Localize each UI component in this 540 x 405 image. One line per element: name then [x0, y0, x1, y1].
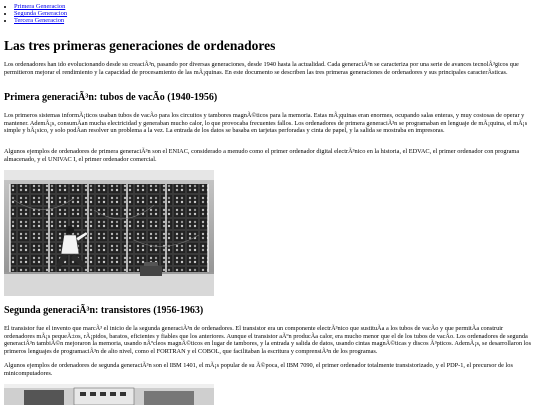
nav-link-primera[interactable]: Primera Generacion: [14, 3, 66, 10]
nav-link-tercera[interactable]: Tercera Generacion: [14, 17, 65, 25]
nav-item-tercera: [14, 17, 67, 24]
nav-item-primera: [14, 3, 67, 10]
ibm-photo: [4, 384, 214, 405]
gen2-paragraph-1: El transistor fue el invento que marcÃ³ el inicio de la segunda generaciÃ³n de ordenadores. El transistor era un componente electrÃ³nico que sustituÃa a los tubos de vacÃo y que permitÃa construir ordenadores mÃ¡s pequeÃ±os, rÃ¡pidos, baratos, eficientes y fiables que los anteriores. Aunque el transistor aÃºn producÃa calor, era mucho menor que el de los tubos de vacÃo. Los ordenadores de segunda generaciÃ³n tambiÃ©n mejoraron la memoria, usando nÃºcleos magnÃ©ticos en lugar de tambores, y la entrada y salida de datos, usando cintas magnÃ©ticas y discos Ã³pticos. AdemÃ¡s, se desarrollaron los primeros lenguajes de programaciÃ³n de alto nivel, como el FORTRAN y el COBOL, que facilitaban la escritura y comprensiÃ³n de los programas.: [4, 325, 532, 355]
nav-link-segunda[interactable]: Segunda Generacion: [14, 10, 68, 18]
eniac-photo: [4, 170, 214, 296]
page-title: Las tres primeras generaciones de ordenadores: [4, 38, 276, 53]
gen1-paragraph-1: Los primeros sistemas informÃ¡ticos usaban tubos de vacÃo para los circuitos y tambores magnÃ©ticos para la memoria. Estas mÃ¡quinas eran enormes, ocupando salas enteras, y muy costosas de operar y mantener. AdemÃ¡s, consumÃan mucha electricidad y generaban mucho calor, lo que provocaba frecuentes fallos. Los ordenadores de primera generaciÃ³n se programaban en lenguaje de mÃ¡quina, el mÃ¡s simple y bÃ¡sico, y solo podÃan resolver un problema a la vez. La entrada de los datos se basaba en tarjetas perforadas y cinta de papel, y la salida se mostraba en impresoras.: [4, 112, 528, 135]
nav-item-segunda: [14, 10, 67, 17]
intro-paragraph: Los ordenadores han ido evolucionando desde su creaciÃ³n, pasando por diversas generaciones, desde 1940 hasta la actualidad. Cada generaciÃ³n se caracteriza por una serie de avances tecnolÃ³gicos que permitieron mejorar el rendimiento y la capacidad de procesamiento de las mÃ¡quinas. En este documento se describen las tres primeras generaciones de ordenadores y sus principales caracterÃsticas.: [4, 61, 519, 76]
gen2-heading: Segunda generaciÃ³n: transistores (1956-1963): [4, 305, 204, 316]
section-nav: [4, 3, 67, 25]
gen1-heading: Primera generaciÃ³n: tubos de vacÃo (1940-1956): [4, 92, 218, 103]
gen2-paragraph-2: Algunos ejemplos de ordenadores de segunda generaciÃ³n son el IBM 1401, el mÃ¡s popular de su Ã©poca, el IBM 7090, el primer ordenador totalmente transistorizado, y el PDP-1, el precursor de los minicomputadores.: [4, 362, 513, 377]
gen1-paragraph-2: Algunos ejemplos de ordenadores de primera generaciÃ³n son el ENIAC, considerado a menudo como el primer ordenador digital electrÃ³nico en la historia, el EDVAC, el primer ordenador con programa almacenado, y el UNIVAC I, el primer ordenador comercial.: [4, 148, 520, 163]
